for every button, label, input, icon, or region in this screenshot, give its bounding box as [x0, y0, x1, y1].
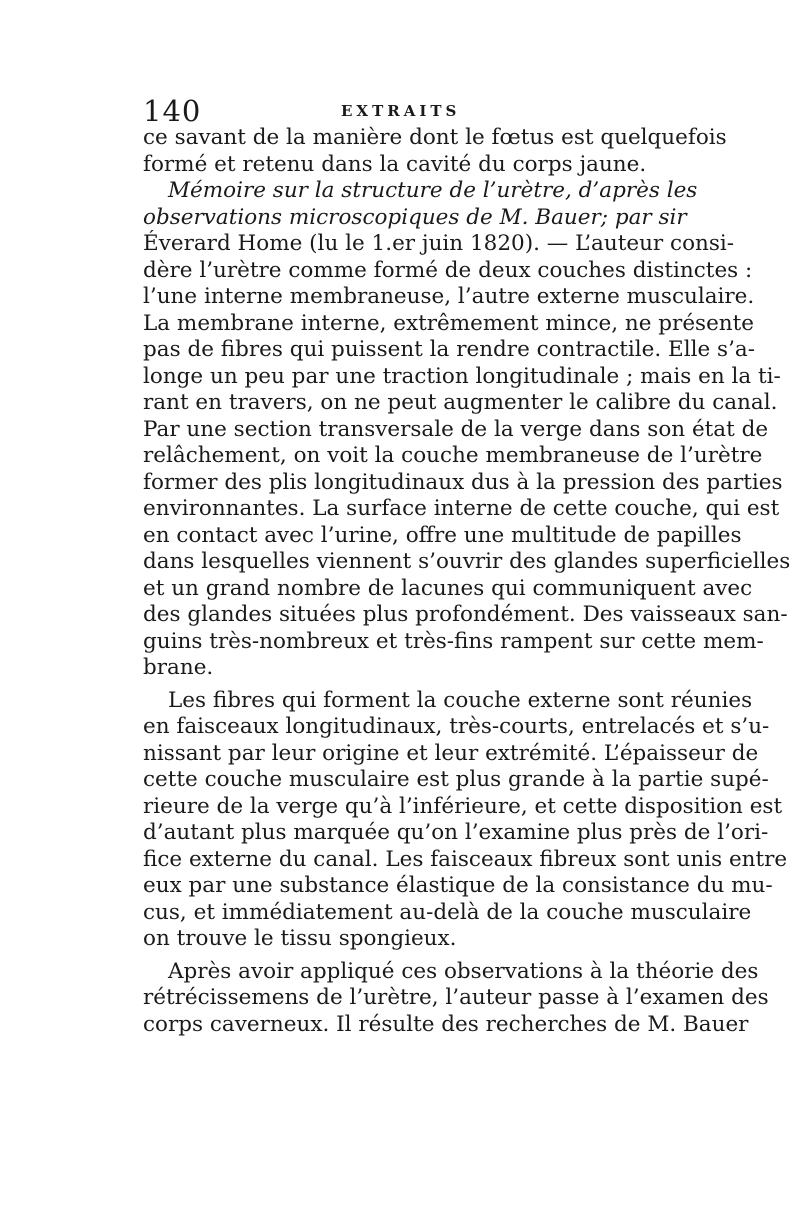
memoir-title-line: observations microscopiques de M. Bauer; par sir — [143, 204, 687, 230]
text-line: dans lesquelles viennent s’ouvrir des glandes superficielles — [143, 549, 791, 574]
text-line: nissant par leur origine et leur extrémité. L’épaisseur de — [143, 740, 759, 766]
paragraph-start-line: Après avoir appliqué ces observations à la théorie des — [168, 958, 759, 984]
text-line: l’une interne membraneuse, l’autre externe musculaire. — [143, 284, 755, 309]
memoir-title-line: Mémoire sur la structure de l’urètre, d’après les — [168, 178, 698, 203]
text-line: en contact avec l’urine, offre une multitude de papilles — [143, 522, 742, 548]
text-line: pas de fibres qui puissent la rendre contractile. Elle s’a- — [143, 337, 755, 362]
text-line: ce savant de la manière dont le fœtus est quelquefois — [143, 125, 727, 150]
text-line: d’autant plus marquée qu’on l’examine plus près de l’ori- — [143, 820, 769, 845]
text-line: rétrécissemens de l’urètre, l’auteur passe à l’examen des — [143, 985, 769, 1010]
text-line: former des plis longitudinaux dus à la pression des parties — [143, 469, 783, 495]
text-line: dère l’urètre comme formé de deux couches distinctes : — [143, 257, 753, 283]
text-line: on trouve le tissu spongieux. — [143, 926, 457, 951]
text-line: des glandes situées plus profondément. Des vaisseaux san- — [143, 602, 788, 627]
text-line: cus, et immédiatement au-delà de la couche musculaire — [143, 899, 752, 925]
text-line: eux par une substance élastique de la consistance du mu- — [143, 873, 773, 898]
text-line: Par une section transversale de la verge dans son état de — [143, 416, 769, 442]
text-line: rieure de la verge qu’à l’inférieure, et cette disposition est — [143, 793, 783, 819]
text-line: brane. — [143, 655, 214, 680]
text-line: corps caverneux. Il résulte des recherches de M. Bauer — [143, 1011, 749, 1037]
text-line: en faisceaux longitudinaux, très-courts, entrelacés et s’u- — [143, 714, 770, 739]
body-text — [143, 125, 791, 1038]
page-number: 140 — [143, 94, 202, 128]
text-line: relâchement, on voit la couche membraneuse de l’urètre — [143, 443, 763, 468]
text-line: formé et retenu dans la cavité du corps jaune. — [143, 151, 647, 177]
text-line: cette couche musculaire est plus grande à la partie supé- — [143, 767, 769, 792]
running-title: EXTRAITS — [341, 102, 461, 120]
text-line: et un grand nombre de lacunes qui communiquent avec — [143, 575, 753, 601]
text-line: longe un peu par une traction longitudinale ; mais en la ti- — [143, 363, 781, 389]
text-line: rant en travers, on ne peut augmenter le calibre du canal. — [143, 390, 778, 415]
text-line: La membrane interne, extrêmement mince, ne présente — [143, 310, 755, 336]
paragraph-start-line: Les fibres qui forment la couche externe sont réunies — [168, 687, 753, 713]
text-line: environnantes. La surface interne de cette couche, qui est — [143, 496, 780, 521]
text-line: Éverard Home (lu le 1.er juin 1820). — L’auteur consi- — [143, 231, 735, 256]
text-line: guins très-nombreux et très-fins rampent sur cette mem- — [143, 628, 764, 654]
text-line: fice externe du canal. Les faisceaux fibreux sont unis entre — [143, 846, 788, 872]
